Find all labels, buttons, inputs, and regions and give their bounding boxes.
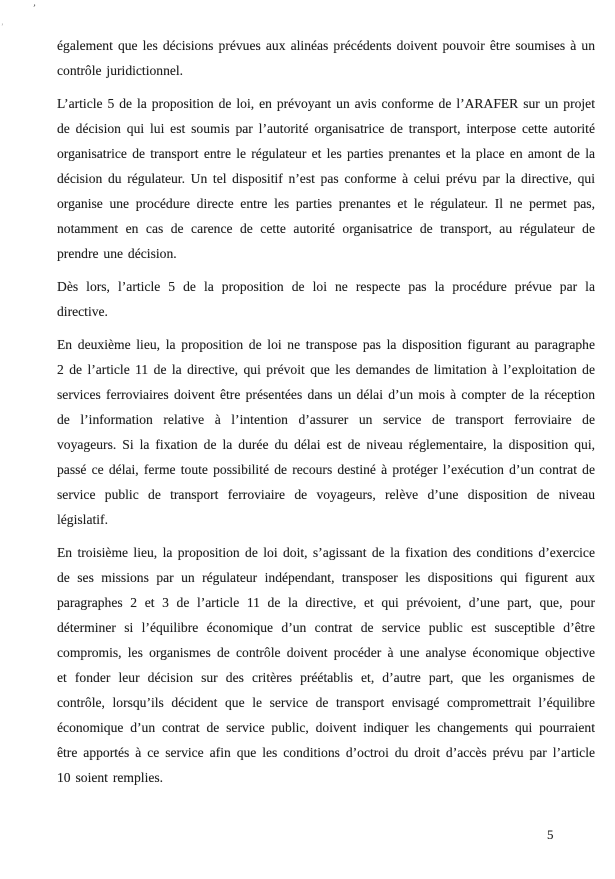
scan-artifact-mark: ’ (1, 22, 4, 31)
document-text-block (57, 33, 595, 798)
paragraph-2: L’article 5 de la proposition de loi, en prévoyant un avis conforme de l’ARAFER sur un projet de décision qui lui est soumis par l’autorité organisatrice de transport, interpose cette autorité organisatrice de transport entre le régulateur et les parties prenantes et la place en amont de la décision du régulateur. Un tel dispositif n’est pas conforme à celui prévu par la directive, qui organise une procédure directe entre les parties prenantes et le régulateur. Il ne permet pas, notamment en cas de carence de cette autorité organisatrice de transport, au régulateur de prendre une décision. (57, 96, 595, 261)
paragraph-4: En deuxième lieu, la proposition de loi ne transpose pas la disposition figurant au paragraphe 2 de l’article 11 de la directive, qui prévoit que les demandes de limitation à l’exploitation de services ferroviaires doivent être présentées dans un délai d’un mois à compter de la réception de l’information relative à l’intention d’assurer un service de transport ferroviaire de voyageurs. Si la fixation de la durée du délai est de niveau réglementaire, la disposition qui, passé ce délai, ferme toute possibilité de recours destiné à protéger l’exécution d’un contrat de service public de transport ferroviaire de voyageurs, relève d’une disposition de niveau législatif. (57, 337, 595, 527)
page-number: 5 (547, 827, 554, 842)
paragraph-1: également que les décisions prévues aux alinéas précédents doivent pouvoir être soumises à un contrôle juridictionnel. (57, 38, 595, 78)
paragraph-5: En troisième lieu, la proposition de loi doit, s’agissant de la fixation des conditions d’exercice de ses missions par un régulateur indépendant, transposer les dispositions qui figurent aux paragraphes 2 et 3 de l’article 11 de la directive, et qui prévoient, d’une part, que, pour déterminer si l’équilibre économique d’un contrat de service public est susceptible d’être compromis, les organismes de contrôle doivent procéder à une analyse économique objective et fonder leur décision sur des critères préétablis et, d’autre part, que les organismes de contrôle, lorsqu’ils décident que le service de transport envisagé compromettrait l’équilibre économique d’un contrat de service public, doivent indiquer les changements qui pourraient être apportés à ce service afin que les conditions d’octroi du droit d’accès prévu par l’article 10 soient remplies. (57, 545, 595, 785)
paragraph-3: Dès lors, l’article 5 de la proposition de loi ne respecte pas la procédure prévue par la directive. (57, 279, 595, 319)
scan-artifact-mark: ’ (30, 2, 37, 15)
